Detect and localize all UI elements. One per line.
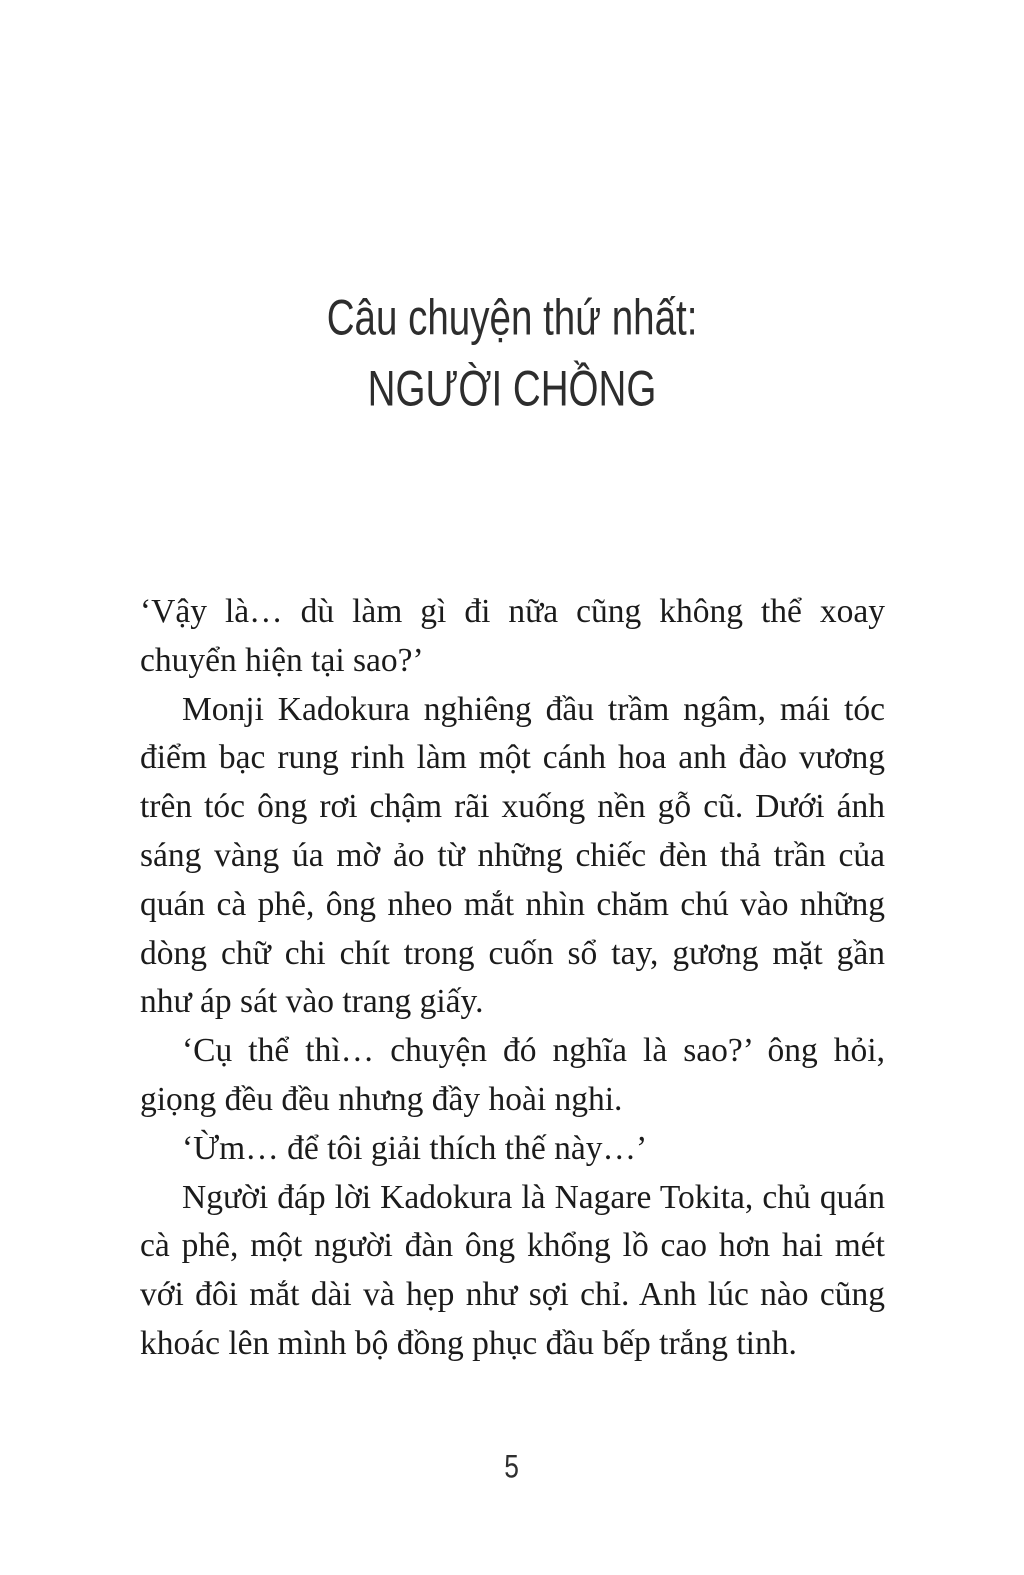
- chapter-title-line1: [0, 288, 1024, 345]
- paragraph: Monji Kadokura nghiêng đầu trầm ngâm, mái tóc điểm bạc rung rinh làm một cánh hoa anh đào vương trên tóc ông rơi chậm rãi xuống nền gỗ cũ. Dưới ánh sáng vàng úa mờ ảo từ những chiếc đèn thả trần của quán cà phê, ông nheo mắt nhìn chăm chú vào những dòng chữ chi chít trong cuốn sổ tay, gương mặt gần như áp sát vào trang giấy.: [140, 690, 885, 1021]
- paragraph: ‘Cụ thể thì… chuyện đó nghĩa là sao?’ ông hỏi, giọng đều đều nhưng đầy hoài nghi.: [140, 1032, 885, 1118]
- paragraph: Người đáp lời Kadokura là Nagare Tokita, chủ quán cà phê, một người đàn ông khổng lồ cao hơn hai mét với đôi mắt dài và hẹp như sợi chỉ. Anh lúc nào cũng khoác lên mình bộ đồng phục đầu bếp trắng tinh.: [140, 1178, 885, 1362]
- chapter-heading: [0, 288, 1024, 416]
- chapter-title-line1-text: Câu chuyện thứ nhất:: [326, 288, 698, 345]
- body-text: [140, 588, 885, 1369]
- chapter-title-line2: [0, 359, 1024, 416]
- page-number: [0, 1448, 1024, 1484]
- paragraph: ‘Ừm… để tôi giải thích thế này…’: [182, 1129, 648, 1167]
- chapter-title-line2-text: NGƯỜI CHỒNG: [367, 359, 657, 416]
- paragraph: ‘Vậy là… dù làm gì đi nữa cũng không thể xoay chuyển hiện tại sao?’: [140, 593, 885, 679]
- page-number-text: 5: [504, 1448, 520, 1485]
